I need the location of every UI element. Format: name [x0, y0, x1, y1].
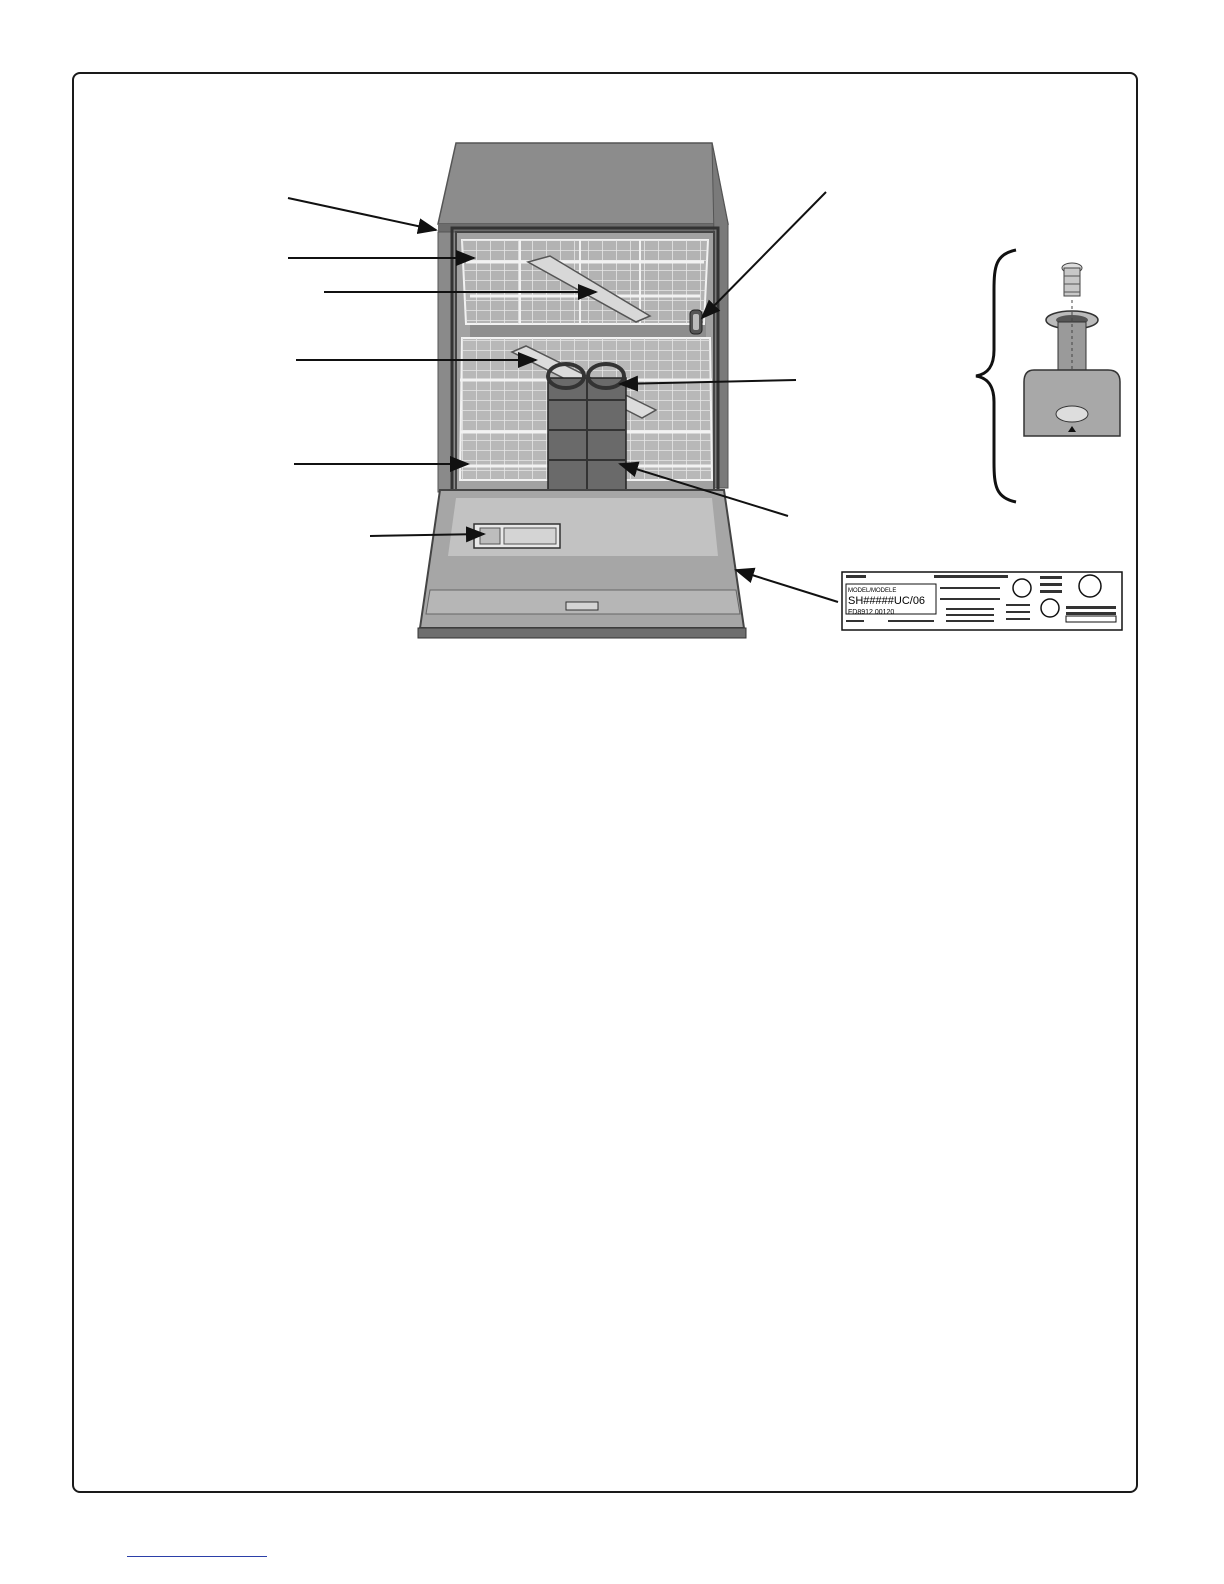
rating-label-model-heading: MODEL/MODELE: [848, 588, 897, 594]
filter-assembly: [1024, 263, 1120, 436]
rating-label-fd-number: FD8912 00120: [848, 609, 895, 616]
callout-arrow-rating-label: [736, 570, 838, 602]
rating-label: [842, 572, 1122, 630]
rating-label-model-number: SH#####UC/06: [848, 595, 926, 607]
rack-adjuster: [690, 310, 702, 334]
silverware-basket: [548, 364, 626, 496]
dishwasher-door: [418, 490, 746, 638]
filter-brace: [976, 250, 1016, 502]
detergent-dispenser: [474, 524, 560, 548]
footer-link-underline: [127, 1556, 267, 1557]
callout-arrow-top: [288, 198, 436, 230]
